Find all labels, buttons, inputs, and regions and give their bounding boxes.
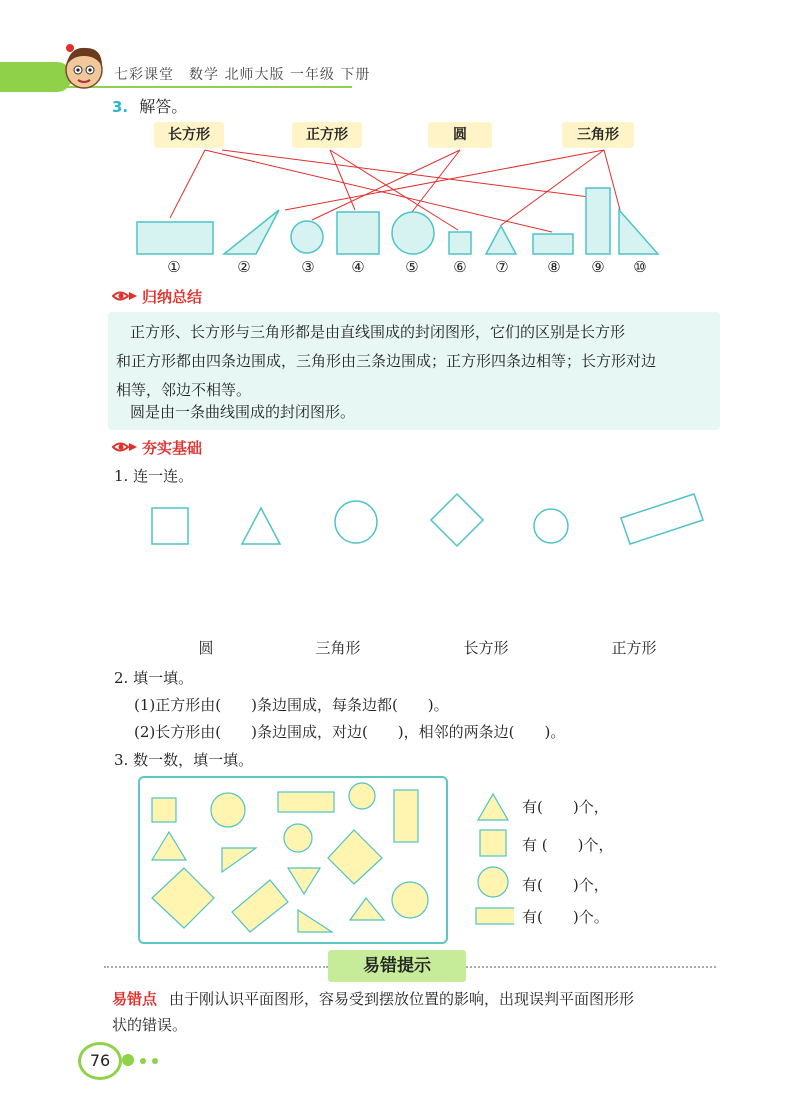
summary-eye-icon	[112, 289, 138, 303]
count-circle	[211, 793, 245, 827]
q1-name-circle: 圆	[198, 639, 214, 657]
shape-number: ③	[301, 258, 315, 276]
count-circle	[284, 824, 312, 852]
count-triangle	[152, 832, 186, 860]
shape-1-rectangle	[137, 222, 213, 254]
tip-divider-right	[466, 966, 716, 968]
answer-circle-icon	[478, 867, 508, 897]
decor-dot	[140, 1058, 146, 1064]
shape-3-circle	[291, 221, 323, 253]
shape-number: ⑦	[495, 258, 509, 276]
summary-paragraph: 和正方形都由四条边围成，三角形由三条边围成；正方形四条边相等；长方形对边	[116, 352, 657, 370]
count-rectangle	[278, 792, 334, 812]
count-triangle	[222, 848, 256, 872]
q1-name-rectangle: 长方形	[463, 639, 509, 657]
shape-number: ④	[351, 258, 365, 276]
q1-shapes	[0, 480, 800, 560]
shape-5-circle	[392, 212, 434, 254]
count-circle	[349, 783, 375, 809]
shape-9-rectangle	[586, 188, 610, 254]
page-number: 76	[78, 1042, 122, 1080]
shape-number: ⑩	[633, 258, 647, 276]
shape-6-square	[449, 232, 471, 254]
header-title: 七彩课堂 数学 北师大版 一年级 下册	[114, 67, 371, 83]
answer-rectangle-icon	[476, 908, 514, 924]
label-triangle: 三角形	[562, 122, 634, 148]
count-diamond	[328, 830, 382, 884]
answer-rectangle-count: 有( )个。	[522, 908, 609, 926]
q1-name-square: 正方形	[611, 639, 657, 657]
tip-text: 由于刚认识平面图形，容易受到摆放位置的影响，出现误判平面图形形	[169, 990, 635, 1008]
question3-title: 解答。	[139, 97, 188, 116]
tip-line-1	[112, 986, 634, 1012]
summary-paragraph: 相等，邻边不相等。	[116, 381, 252, 399]
count-diamond	[152, 868, 214, 928]
basics-q2-title: 2. 填一填。	[114, 669, 194, 687]
shape-number: ⑥	[453, 258, 467, 276]
tip-line-2: 状的错误。	[112, 1016, 188, 1034]
q1-name-triangle: 三角形	[315, 639, 361, 657]
shape-number: ⑤	[405, 258, 419, 276]
summary-paragraph: 圆是由一条曲线围成的封闭图形。	[130, 403, 356, 421]
basics-q3-title: 3. 数一数，填一填。	[114, 751, 254, 769]
label-circle: 圆	[428, 122, 492, 148]
shape-2-triangle	[224, 210, 279, 254]
connector-line	[170, 150, 205, 218]
count-rectangle	[394, 790, 418, 842]
basics-eye-icon	[112, 440, 138, 454]
q1-triangle	[242, 508, 280, 544]
connector-line	[222, 150, 597, 198]
decor-dot	[152, 1058, 158, 1064]
tip-title: 易错提示	[328, 950, 466, 982]
matching-diagram	[0, 0, 800, 300]
q2-line-1: (1)正方形由( )条边围成，每条边都( )。	[134, 696, 449, 714]
shape-8-rectangle	[533, 234, 573, 254]
answer-square-count: 有 ( )个，	[522, 836, 614, 854]
shape-number: ②	[237, 258, 251, 276]
answer-square-icon	[480, 830, 506, 856]
label-square: 正方形	[292, 122, 362, 148]
count-square	[152, 798, 176, 822]
count-tilted-rectangle	[232, 880, 288, 932]
shape-number: ⑨	[591, 258, 605, 276]
summary-title: 归纳总结	[142, 288, 203, 306]
answer-circle-count: 有( )个，	[522, 876, 609, 894]
label-rectangle: 长方形	[154, 122, 224, 148]
count-triangle	[288, 868, 320, 894]
question3-number: 3.	[112, 98, 129, 116]
summary-paragraph: 正方形、长方形与三角形都是由直线围成的封闭图形，它们的区别是长方形	[130, 323, 626, 341]
count-triangle	[298, 910, 332, 932]
tip-key: 易错点	[112, 990, 158, 1008]
shape-number: ①	[167, 258, 181, 276]
q1-diamond	[431, 494, 483, 546]
shape-7-triangle	[486, 226, 516, 254]
q1-circle-large	[335, 501, 377, 543]
tip-divider-left	[104, 966, 328, 968]
basics-q1-title: 1. 连一连。	[114, 467, 194, 485]
connector-line	[412, 150, 460, 212]
q1-square	[152, 508, 188, 544]
shapes-count-figure	[138, 776, 446, 942]
basics-title: 夯实基础	[142, 439, 203, 457]
count-triangle	[350, 898, 384, 920]
decor-dot	[122, 1054, 134, 1066]
answer-triangle-icon	[478, 794, 508, 820]
q1-tilted-rectangle	[621, 494, 703, 544]
q1-circle-small	[534, 509, 568, 543]
shape-10-triangle	[619, 210, 658, 254]
q2-line-2: (2)长方形由( )条边围成，对边( )，相邻的两条边( )。	[134, 723, 566, 741]
shape-4-square	[337, 212, 379, 254]
answer-shape-icons	[474, 790, 514, 930]
shape-number: ⑧	[547, 258, 561, 276]
count-circle	[392, 882, 428, 918]
answer-triangle-count: 有( )个，	[522, 798, 609, 816]
